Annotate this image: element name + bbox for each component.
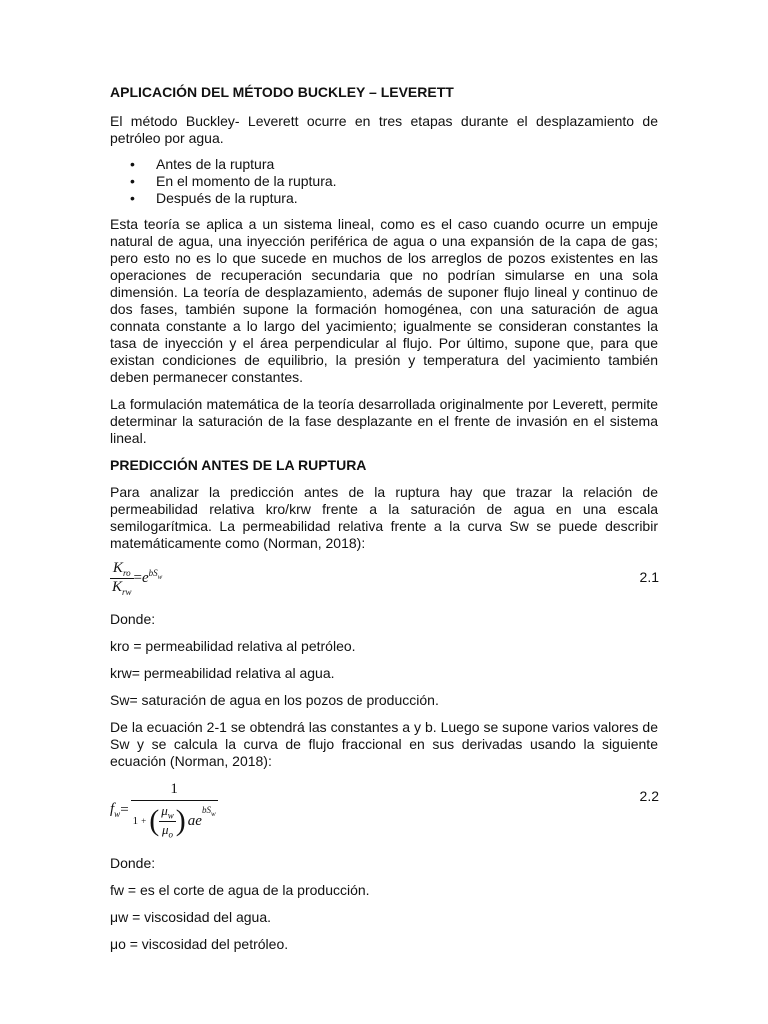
- formulation-paragraph: La formulación matemática de la teoría desarrollada originalmente por Leverett, permite determinar la saturación de la fase desplazante en el frente de invasión en el sistema lineal.: [110, 396, 658, 446]
- list-item: • Antes de la ruptura: [130, 156, 275, 172]
- document-body: [110, 84, 658, 953]
- kro-krw-fraction: $\frac{K_{ro}}{K_{rw}}$: [112, 560, 132, 597]
- donde-label: Donde:: [110, 611, 156, 627]
- theory-paragraph: Esta teoría se aplica a un sistema lineal, como es el caso cuando ocurre un empuje natural de agua, una inyección periférica de agua o una expansión de la capa de gas; pero esto no es lo que sucede en muchos de los arreglos de pozos existentes en las operaciones de recuperación secundaria que no podrían simularse en una sola dimensión. La teoría de desplazamiento, además de suponer flujo lineal y continuo de dos fases, también supone la formación homogénea, con una saturación de agua connata constante a lo largo del yacimiento; igualmente se consideran constantes la tasa de inyección y el área perpendicular al flujo. Por último, supone que, para que existan condiciones de equilibrio, la presión y temperatura del yacimiento también deben permanecer constantes.: [110, 216, 658, 385]
- viscosity-ratio: $\frac{\mu_w}{\mu_o}$: [161, 802, 174, 840]
- fw-symbol: $f_w$: [110, 801, 121, 819]
- bullet-icon: •: [130, 156, 135, 172]
- stages-list: [110, 156, 658, 207]
- bullet-icon: •: [130, 173, 135, 189]
- equation-number: 2.1: [639, 569, 659, 585]
- definition-krw: krw= permeabilidad relativa al agua.: [110, 665, 335, 681]
- fractional-flow-fraction: 1 1 + ( $\frac{\mu_w}{\mu_o}$ ) a e $^{bS_w}$: [132, 780, 216, 840]
- prediction-paragraph: Para analizar la predicción antes de la ruptura hay que trazar la relación de permeabilidad relativa kro/krw frente a la saturación de agua en una escala semilogarítmica. La permeabilidad relativa frente a la curva Sw se puede describir matemáticamente como (Norman, 2018):: [110, 484, 658, 551]
- definition-mu-o: μo = viscosidad del petróleo.: [110, 936, 289, 952]
- definition-fw: fw = es el corte de agua de la producción.: [110, 882, 370, 898]
- equation-number: 2.2: [639, 788, 659, 804]
- donde-label: Donde:: [110, 855, 156, 871]
- exponential-term: $e^{bS_w}$: [142, 567, 163, 586]
- section-title-prediccion: PREDICCIÓN ANTES DE LA RUPTURA: [110, 457, 367, 473]
- list-item: • En el momento de la ruptura.: [130, 173, 337, 189]
- definition-mu-w: μw = viscosidad del agua.: [110, 909, 271, 925]
- definition-sw: Sw= saturación de agua en los pozos de producción.: [110, 692, 439, 708]
- section-title-aplicacion: APLICACIÓN DEL MÉTODO BUCKLEY – LEVERETT: [110, 84, 454, 100]
- intro-paragraph: El método Buckley- Leverett ocurre en tres etapas durante el desplazamiento de petróleo por agua.: [110, 113, 658, 146]
- fractional-flow-paragraph: De la ecuación 2-1 se obtendrá las constantes a y b. Luego se supone varios valores de Sw y se calcula la curva de flujo fraccional en sus derivadas usando la siguiente ecuación (Norman, 2018):: [110, 719, 658, 769]
- equation-2-2: $f_w$ = 1 1 + ( $\frac{\mu_w}{\mu_o}$ ) a e $^{bS_w}$ 2.2: [110, 780, 659, 840]
- bullet-icon: •: [130, 190, 135, 206]
- equation-2-1: $\frac{K_{ro}}{K_{rw}}$ $=e^{bS_w}$ 2.1: [112, 560, 659, 597]
- definition-kro: kro = permeabilidad relativa al petróleo.: [110, 638, 356, 654]
- list-item: • Después de la ruptura.: [130, 190, 298, 206]
